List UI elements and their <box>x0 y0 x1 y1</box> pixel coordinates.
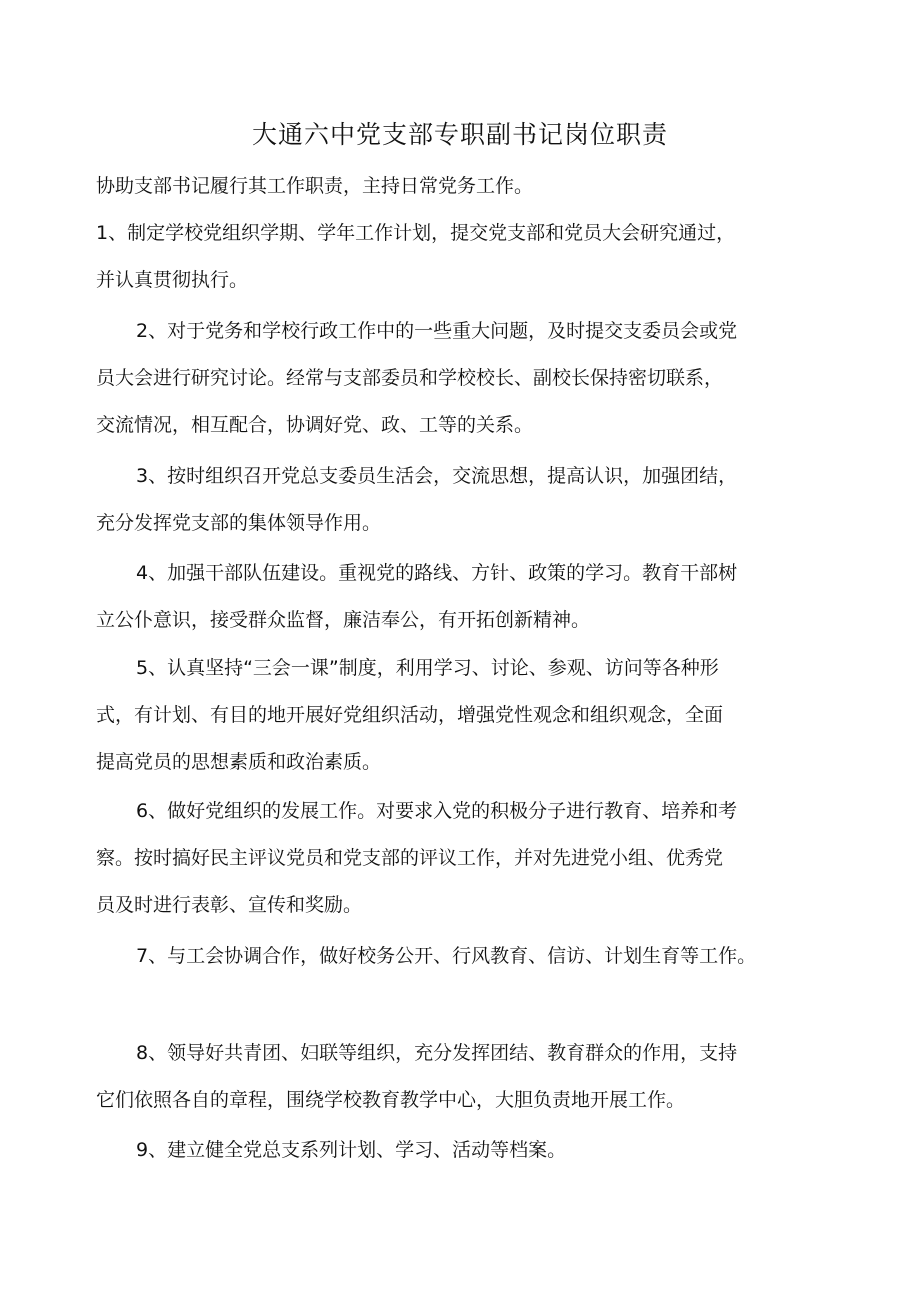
item-9-paragraph <box>96 1127 836 1174</box>
paragraph-line: 5、认真坚持“三会一课”制度，利用学习、讨论、参观、访问等各种形 <box>136 657 719 679</box>
paragraph-line: 4、加强干部队伍建设。重视党的路线、方针、政策的学习。教育干部树 <box>136 562 738 584</box>
paragraph-line: 提高党员的思想素质和政治素质。 <box>96 751 382 773</box>
paragraph-line: 立公仆意识，接受群众监督，廉洁奉公，有开拓创新精神。 <box>96 609 591 631</box>
item-8-paragraph <box>96 1030 836 1124</box>
item-6-paragraph <box>96 788 836 929</box>
paragraph-line: 并认真贯彻执行。 <box>96 269 249 291</box>
item-5-paragraph <box>96 645 836 786</box>
paragraph-line: 察。按时搞好民主评议党员和党支部的评议工作，并对先进党小组、优秀党 <box>96 847 724 869</box>
item-2-paragraph <box>96 308 836 449</box>
item-1-paragraph <box>96 210 836 304</box>
paragraph-line: 9、建立健全党总支系列计划、学习、活动等档案。 <box>136 1139 567 1161</box>
paragraph-line: 它们依照各自的章程，围绕学校教育教学中心，大胆负责地开展工作。 <box>96 1089 686 1111</box>
paragraph-line: 7、与工会协调合作，做好校务公开、行风教育、信访、计划生育等工作。 <box>136 945 757 967</box>
intro-paragraph <box>96 163 836 210</box>
paragraph-line: 2、对于党务和学校行政工作中的一些重大问题，及时提交支委员会或党 <box>136 320 738 342</box>
paragraph-line: 充分发挥党支部的集体领导作用。 <box>96 512 382 534</box>
paragraph-line: 员及时进行表彰、宣传和奖励。 <box>96 894 363 916</box>
paragraph-line: 协助支部书记履行其工作职责，主持日常党务工作。 <box>96 175 534 197</box>
document-title: 大通六中党支部专职副书记岗位职责 <box>251 120 668 149</box>
paragraph-line: 8、领导好共青团、妇联等组织，充分发挥团结、教育群众的作用，支持 <box>136 1042 738 1064</box>
item-4-paragraph <box>96 550 836 644</box>
paragraph-line: 1、制定学校党组织学期、学年工作计划，提交党支部和党员大会研究通过， <box>96 222 736 244</box>
paragraph-line: 式，有计划、有目的地开展好党组织活动，增强党性观念和组织观念，全面 <box>96 704 724 726</box>
item-7-paragraph <box>96 933 836 980</box>
paragraph-line: 员大会进行研究讨论。经常与支部委员和学校校长、副校长保持密切联系， <box>96 367 724 389</box>
paragraph-line: 交流情况，相互配合，协调好党、政、工等的关系。 <box>96 414 534 436</box>
item-3-paragraph <box>96 453 836 547</box>
paragraph-line: 6、做好党组织的发展工作。对要求入党的积极分子进行教育、培养和考 <box>136 800 738 822</box>
paragraph-line: 3、按时组织召开党总支委员生活会，交流思想，提高认识，加强团结， <box>136 465 738 487</box>
